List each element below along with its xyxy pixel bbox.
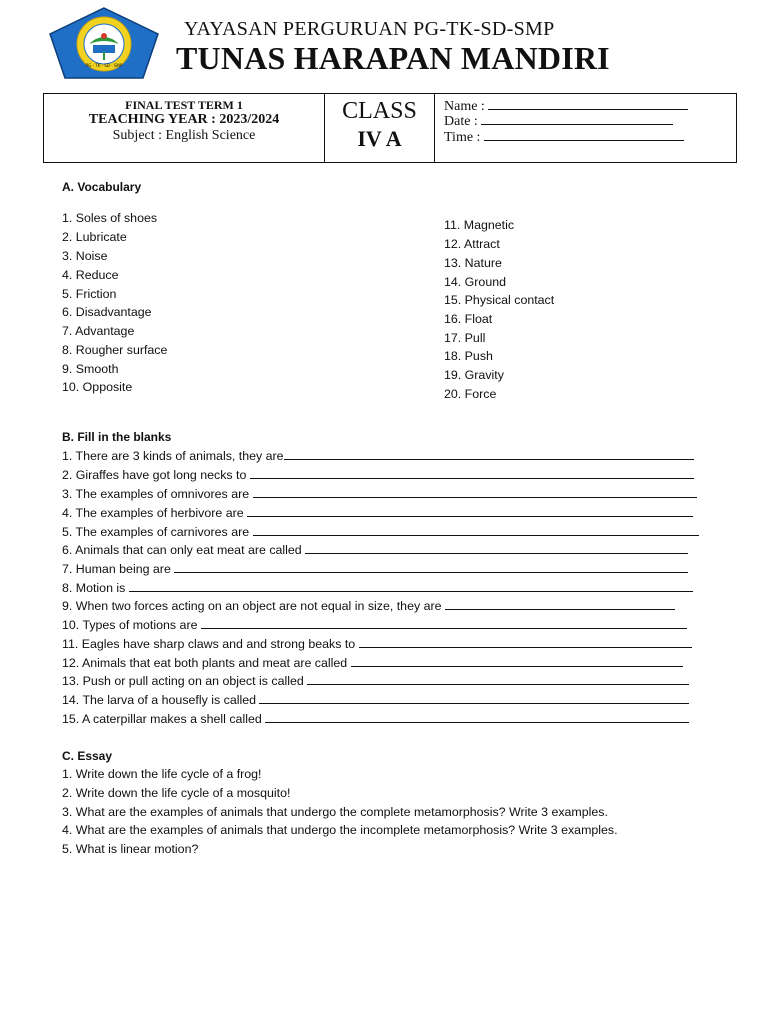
essay-item: 4. What are the examples of animals that undergo the incomplete metamorphosis? Write 3 examples. bbox=[62, 823, 618, 837]
answer-blank[interactable] bbox=[129, 580, 693, 592]
vocab-item: 1. Soles of shoes bbox=[62, 211, 158, 225]
question-text: 6. Animals that can only eat meat are called bbox=[62, 543, 306, 557]
answer-blank[interactable] bbox=[253, 524, 699, 536]
class-label: CLASS bbox=[342, 98, 417, 124]
essay-item: 2. Write down the life cycle of a mosquito! bbox=[62, 786, 291, 800]
answer-blank[interactable] bbox=[247, 505, 693, 517]
answer-blank[interactable] bbox=[445, 598, 675, 610]
vocab-item: 14. Ground bbox=[444, 275, 506, 289]
class-value: IV A bbox=[357, 126, 402, 151]
question-text: 3. The examples of omnivores are bbox=[62, 487, 253, 501]
fill-blank-item bbox=[62, 524, 699, 539]
vocab-item: 12. Attract bbox=[444, 237, 500, 251]
test-info-box bbox=[43, 93, 737, 163]
question-text: 4. The examples of herbivore are bbox=[62, 506, 248, 520]
vocab-item: 10. Opposite bbox=[62, 380, 133, 394]
essay-item: 3. What are the examples of animals that undergo the complete metamorphosis? Write 3 examples. bbox=[62, 805, 608, 819]
time-field[interactable] bbox=[444, 129, 684, 146]
vocab-item: 17. Pull bbox=[444, 331, 486, 345]
vocab-item: 15. Physical contact bbox=[444, 293, 555, 307]
fill-blank-item bbox=[62, 561, 688, 576]
vocab-item: 18. Push bbox=[444, 349, 493, 363]
fill-blank-item bbox=[62, 580, 693, 595]
school-name: TUNAS HARAPAN MANDIRI bbox=[176, 40, 610, 76]
fill-blank-item bbox=[62, 636, 692, 651]
fill-blank-item bbox=[62, 655, 683, 670]
question-text: 10. Types of motions are bbox=[62, 618, 201, 632]
essay-item: 1. Write down the life cycle of a frog! bbox=[62, 767, 262, 781]
svg-text:PG - TK - SD - SMP: PG - TK - SD - SMP bbox=[85, 63, 123, 68]
question-text: 14. The larva of a housefly is called bbox=[62, 693, 260, 707]
vocab-item: 9. Smooth bbox=[62, 362, 119, 376]
fill-blank-item bbox=[62, 505, 693, 520]
fill-blank-item bbox=[62, 617, 687, 632]
answer-blank[interactable] bbox=[201, 617, 687, 629]
teaching-year: TEACHING YEAR : 2023/2024 bbox=[88, 112, 280, 127]
question-text: 15. A caterpillar makes a shell called bbox=[62, 712, 266, 726]
question-text: 7. Human being are bbox=[62, 562, 175, 576]
vocab-item: 19. Gravity bbox=[444, 368, 504, 382]
answer-blank[interactable] bbox=[305, 542, 688, 554]
vocab-item: 3. Noise bbox=[62, 249, 108, 263]
vocab-item: 13. Nature bbox=[444, 256, 502, 270]
fill-blank-item bbox=[62, 692, 689, 707]
vocab-item: 16. Float bbox=[444, 312, 493, 326]
fill-blank-item bbox=[62, 467, 694, 482]
question-text: 8. Motion is bbox=[62, 581, 129, 595]
answer-blank[interactable] bbox=[359, 636, 692, 648]
time-label: Time : bbox=[444, 130, 484, 145]
name-label: Name : bbox=[444, 99, 489, 114]
section-c-title: C. Essay bbox=[62, 749, 113, 763]
essay-item: 5. What is linear motion? bbox=[62, 842, 199, 856]
vocab-item: 20. Force bbox=[444, 387, 497, 401]
vocab-item: 11. Magnetic bbox=[444, 218, 515, 232]
fill-blank-item bbox=[62, 711, 689, 726]
section-a-title: A. Vocabulary bbox=[62, 180, 142, 194]
answer-blank[interactable] bbox=[351, 655, 683, 667]
date-field[interactable] bbox=[444, 113, 673, 130]
question-text: 13. Push or pull acting on an object is called bbox=[62, 674, 308, 688]
question-text: 1. There are 3 kinds of animals, they are bbox=[62, 449, 284, 463]
subject: Subject : English Science bbox=[112, 128, 256, 143]
answer-blank[interactable] bbox=[253, 486, 697, 498]
answer-blank[interactable] bbox=[307, 673, 689, 685]
question-text: 9. When two forces acting on an object are not equal in size, they are bbox=[62, 599, 445, 613]
vocab-item: 6. Disadvantage bbox=[62, 305, 152, 319]
answer-blank[interactable] bbox=[174, 561, 688, 573]
question-text: 2. Giraffes have got long necks to bbox=[62, 468, 250, 482]
vocab-item: 5. Friction bbox=[62, 287, 117, 301]
answer-blank[interactable] bbox=[284, 448, 694, 460]
vocab-item: 4. Reduce bbox=[62, 268, 119, 282]
test-title: FINAL TEST TERM 1 bbox=[125, 98, 243, 112]
vocab-item: 2. Lubricate bbox=[62, 230, 127, 244]
answer-blank[interactable] bbox=[250, 467, 694, 479]
question-text: 12. Animals that eat both plants and meat are called bbox=[62, 656, 351, 670]
question-text: 5. The examples of carnivores are bbox=[62, 525, 253, 539]
fill-blank-item bbox=[62, 448, 694, 463]
school-logo bbox=[48, 6, 160, 80]
fill-blank-item bbox=[62, 598, 675, 613]
column-divider bbox=[434, 94, 435, 162]
answer-blank[interactable] bbox=[259, 692, 689, 704]
date-label: Date : bbox=[444, 114, 482, 129]
question-text: 11. Eagles have sharp claws and and strong beaks to bbox=[62, 637, 359, 651]
section-b-title: B. Fill in the blanks bbox=[62, 430, 172, 444]
vocab-item: 8. Rougher surface bbox=[62, 343, 168, 357]
vocab-item: 7. Advantage bbox=[62, 324, 135, 338]
answer-blank[interactable] bbox=[265, 711, 689, 723]
fill-blank-item bbox=[62, 673, 689, 688]
fill-blank-item bbox=[62, 542, 688, 557]
foundation-name: YAYASAN PERGURUAN PG-TK-SD-SMP bbox=[184, 18, 555, 40]
fill-blank-item bbox=[62, 486, 697, 501]
